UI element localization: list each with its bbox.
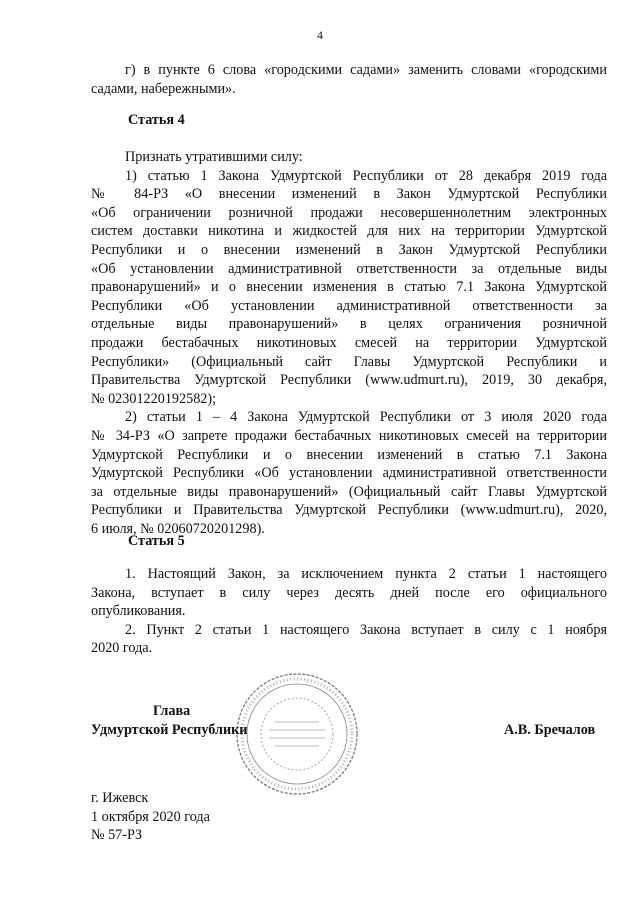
text-line: № 34-РЗ «О запрете продажи бестабачных никотиновых смесей на территории — [91, 427, 607, 444]
place-block — [91, 789, 210, 845]
city: г. Ижевск — [91, 790, 149, 806]
text-line: 2) статьи 1 – 4 Закона Удмуртской Республики от 3 июля 2020 года — [125, 409, 607, 426]
article-4-intro: Признать утратившими силу: — [125, 149, 303, 165]
text-line: опубликования. — [91, 603, 186, 620]
text-line: Республики и Правительства Удмуртской Республики (www.udmurt.ru), 2020, — [91, 502, 607, 519]
text-line: № 02301220192582); — [91, 390, 217, 407]
paragraph-g — [91, 61, 607, 98]
text-line: продажи бестабачных никотиновых смесей на территории Удмуртской — [91, 334, 607, 351]
text-line: Удмуртской Республики и о внесении изменений в статью 7.1 Закона — [91, 446, 607, 463]
date: 1 октября 2020 года — [91, 808, 210, 825]
article-4-heading: Статья 4 — [128, 112, 185, 128]
signature-title-line2: Удмуртской Республики — [91, 722, 248, 738]
signature-title-line1: Глава — [153, 703, 191, 719]
article-5-body — [91, 565, 607, 658]
text-line: «Об установлении административной ответственности за отдельные виды — [91, 260, 607, 277]
text-line: за отдельные виды правонарушений» (Официальный сайт Главы Удмуртской — [91, 483, 607, 500]
text-line: отдельные виды правонарушений» в целях ограничения розничной — [91, 316, 607, 333]
text-line: садами, набережными». — [91, 80, 236, 97]
text-line: правонарушений» и о внесении изменения в статью 7.1 Закона Удмуртской — [91, 279, 607, 296]
text-line: Правительства Удмуртской Республики (www.udmurt.ru), 2019, 30 декабря, — [91, 372, 607, 389]
law-number: № 57-РЗ — [91, 827, 143, 844]
text-line: Закона, вступает в силу через десять дней после его официального — [91, 584, 607, 601]
article-5-heading: Статья 5 — [128, 533, 185, 549]
text-line: Удмуртской Республики «Об установлении административной ответственности — [91, 465, 607, 482]
text-line: Республики и о внесении изменений в Закон Удмуртской Республики — [91, 241, 607, 258]
text-line: «Об ограничении розничной продажи несовершеннолетним электронных — [91, 204, 607, 221]
text-line: № 84-РЗ «О внесении изменений в Закон Удмуртской Республики — [91, 186, 607, 203]
official-seal — [235, 672, 360, 797]
text-line: 6 июля, № 02060720201298). — [91, 520, 265, 537]
text-line: 1. Настоящий Закон, за исключением пункта 2 статьи 1 настоящего — [125, 566, 607, 582]
text-line: 2020 года. — [91, 640, 153, 657]
text-line: Республики «Об установлении административной ответственности за — [91, 297, 607, 314]
text-line: 2. Пункт 2 статьи 1 настоящего Закона вступает в силу с 1 ноября — [125, 621, 607, 638]
text-line: систем доставки никотина и жидкостей для них на территории Удмуртской — [91, 223, 607, 240]
page-number: 4 — [317, 28, 323, 42]
text-line: Республики» (Официальный сайт Главы Удмуртской Республики и — [91, 353, 607, 370]
signatory-name: А.В. Бречалов — [504, 722, 596, 738]
text-line: г) в пункте 6 слова «городскими садами» заменить словами «городскими — [125, 62, 607, 78]
text-line: 1) статью 1 Закона Удмуртской Республики от 28 декабря 2019 года — [125, 167, 607, 184]
article-4-body — [91, 148, 607, 538]
